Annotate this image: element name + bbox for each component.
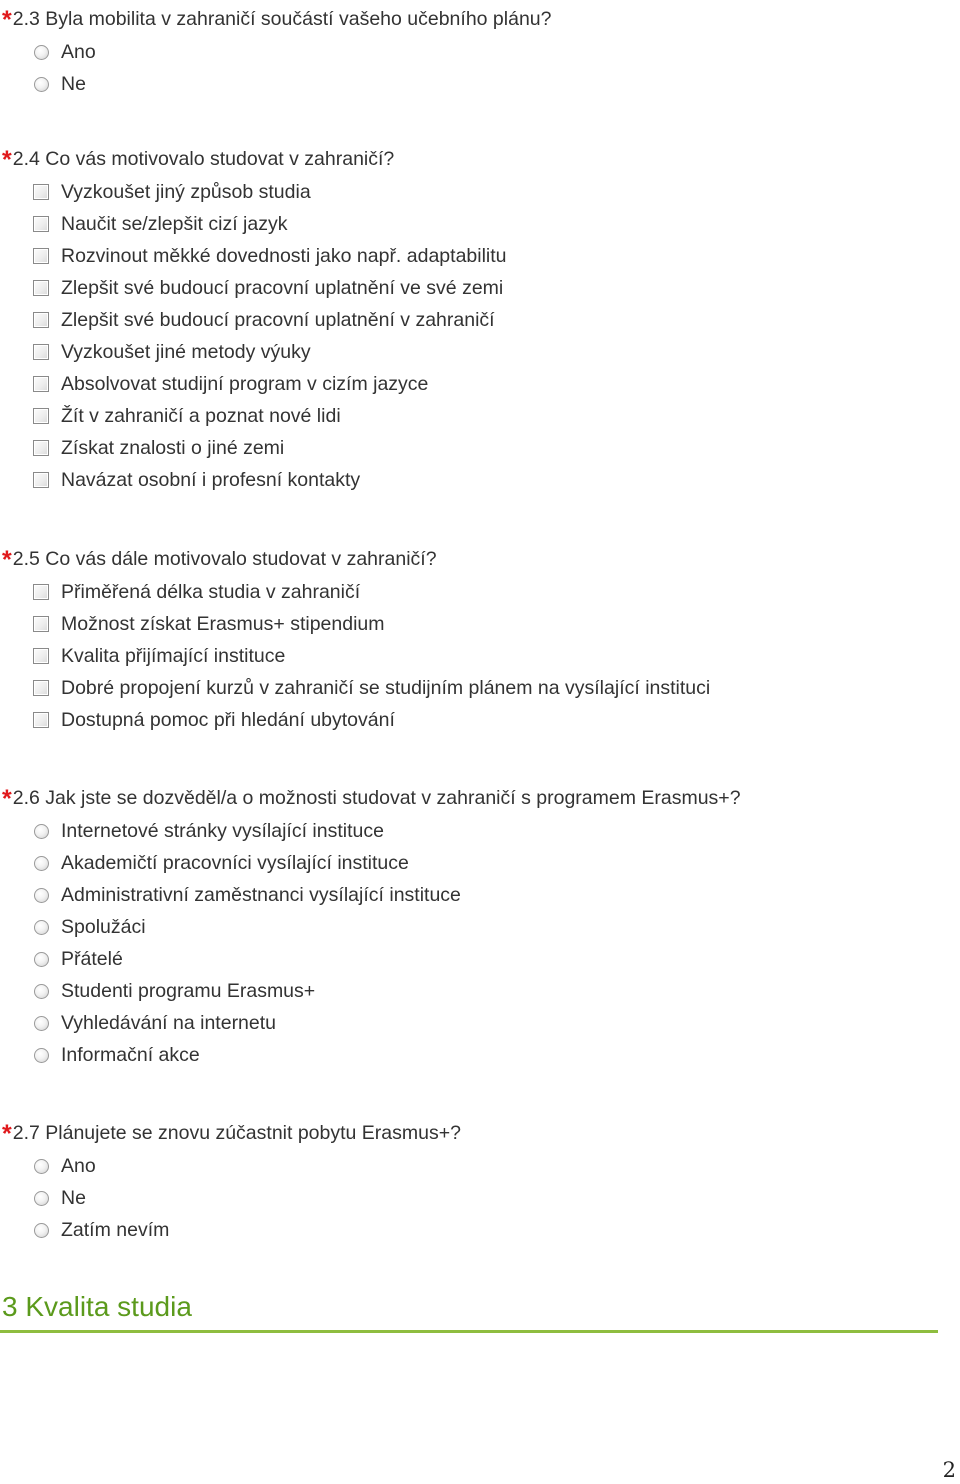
question-title: [2, 546, 932, 576]
option-item[interactable]: [2, 208, 932, 240]
option-label: Vyzkoušet jiný způsob studia: [61, 180, 311, 203]
checkbox[interactable]: [33, 216, 49, 232]
option-ano[interactable]: [2, 36, 932, 68]
option-item[interactable]: [2, 1214, 932, 1246]
option-label: Zlepšit své budoucí pracovní uplatnění ve své zemi: [61, 276, 504, 299]
option-item[interactable]: [2, 1039, 932, 1071]
option-item[interactable]: [2, 304, 932, 336]
checkbox[interactable]: [33, 440, 49, 456]
question-2-3: [2, 6, 932, 100]
option-label: Akademičtí pracovníci vysílající instituce: [61, 851, 409, 874]
option-ne[interactable]: [2, 68, 932, 100]
question-text: Plánujete se znovu zúčastnit pobytu Erasmus+?: [45, 1122, 461, 1144]
radio-button[interactable]: [34, 77, 49, 92]
checkbox[interactable]: [33, 280, 49, 296]
checkbox[interactable]: [33, 472, 49, 488]
question-number: 2.6: [12, 787, 40, 809]
option-label: Dobré propojení kurzů v zahraničí se studijním plánem na vysílající instituci: [61, 676, 711, 699]
radio-button[interactable]: [34, 984, 49, 999]
radio-button[interactable]: [34, 1191, 49, 1206]
radio-button[interactable]: [34, 856, 49, 871]
question-number: 2.3: [12, 8, 40, 30]
question-text: Co vás motivovalo studovat v zahraničí?: [45, 148, 395, 170]
section-divider: [0, 1330, 938, 1333]
radio-button[interactable]: [34, 1159, 49, 1174]
checkbox[interactable]: [33, 680, 49, 696]
question-number: 2.7: [12, 1122, 40, 1144]
option-label: Studenti programu Erasmus+: [61, 979, 316, 1002]
checkbox[interactable]: [33, 712, 49, 728]
option-label: Navázat osobní i profesní kontakty: [61, 468, 361, 491]
question-title: [2, 785, 932, 815]
option-label: Zatím nevím: [61, 1218, 170, 1241]
question-text: Byla mobilita v zahraničí součástí vašeho učebního plánu?: [45, 8, 552, 30]
option-label: Naučit se/zlepšit cizí jazyk: [61, 212, 288, 235]
checkbox[interactable]: [33, 376, 49, 392]
section-heading: 3 Kvalita studia: [2, 1291, 192, 1322]
checkbox[interactable]: [33, 312, 49, 328]
required-marker: *: [2, 546, 12, 574]
radio-button[interactable]: [34, 45, 49, 60]
required-marker: *: [2, 6, 12, 34]
option-label: Rozvinout měkké dovednosti jako např. adaptabilitu: [61, 244, 507, 267]
option-label: Dostupná pomoc při hledání ubytování: [61, 708, 395, 731]
option-item[interactable]: [2, 672, 932, 704]
option-label: Informační akce: [61, 1043, 200, 1066]
option-label: Možnost získat Erasmus+ stipendium: [61, 612, 385, 635]
option-item[interactable]: [2, 400, 932, 432]
option-item[interactable]: [2, 464, 932, 496]
option-item[interactable]: [2, 640, 932, 672]
radio-button[interactable]: [34, 824, 49, 839]
option-item[interactable]: [2, 1007, 932, 1039]
question-number: 2.4: [12, 148, 40, 170]
option-item[interactable]: [2, 336, 932, 368]
radio-button[interactable]: [34, 888, 49, 903]
option-item[interactable]: [2, 608, 932, 640]
page-number: 2: [942, 1458, 956, 1482]
option-item[interactable]: [2, 815, 932, 847]
option-item[interactable]: [2, 240, 932, 272]
checkbox[interactable]: [33, 616, 49, 632]
option-item[interactable]: [2, 368, 932, 400]
required-marker: *: [2, 146, 12, 174]
option-label: Administrativní zaměstnanci vysílající instituce: [61, 883, 461, 906]
option-label: Zlepšit své budoucí pracovní uplatnění v zahraničí: [61, 308, 495, 331]
option-label: Přiměřená délka studia v zahraničí: [61, 580, 361, 603]
option-label: Vyzkoušet jiné metody výuky: [61, 340, 311, 363]
option-label: Absolvovat studijní program v cizím jazyce: [61, 372, 429, 395]
option-label: Žít v zahraničí a poznat nové lidi: [61, 404, 341, 427]
radio-button[interactable]: [34, 1016, 49, 1031]
question-title: [2, 6, 932, 36]
option-label: Internetové stránky vysílající instituce: [61, 819, 384, 842]
option-label: Ne: [61, 1186, 86, 1209]
required-marker: *: [2, 785, 12, 813]
required-marker: *: [2, 1120, 12, 1148]
radio-button[interactable]: [34, 1048, 49, 1063]
question-title: [2, 146, 932, 176]
checkbox[interactable]: [33, 184, 49, 200]
option-label: Ano: [61, 40, 96, 63]
question-2-5: [2, 546, 932, 736]
question-text: Co vás dále motivovalo studovat v zahraničí?: [45, 548, 437, 570]
question-2-4: [2, 146, 932, 496]
question-2-7: [2, 1120, 932, 1246]
checkbox[interactable]: [33, 584, 49, 600]
option-item[interactable]: [2, 879, 932, 911]
checkbox[interactable]: [33, 248, 49, 264]
option-item[interactable]: [2, 975, 932, 1007]
option-item[interactable]: [2, 704, 932, 736]
option-item[interactable]: [2, 432, 932, 464]
question-text: Jak jste se dozvěděl/a o možnosti studovat v zahraničí s programem Erasmus+?: [45, 787, 741, 809]
question-2-6: [2, 785, 932, 1071]
checkbox[interactable]: [33, 648, 49, 664]
option-label: Ne: [61, 72, 86, 95]
option-label: Spolužáci: [61, 915, 146, 938]
option-label: Získat znalosti o jiné zemi: [61, 436, 285, 459]
option-label: Kvalita přijímající instituce: [61, 644, 286, 667]
radio-button[interactable]: [34, 920, 49, 935]
question-number: 2.5: [12, 548, 40, 570]
radio-button[interactable]: [34, 952, 49, 967]
checkbox[interactable]: [33, 344, 49, 360]
radio-button[interactable]: [34, 1223, 49, 1238]
option-label: Ano: [61, 1154, 96, 1177]
option-item[interactable]: [2, 847, 932, 879]
option-label: Vyhledávání na internetu: [61, 1011, 277, 1034]
option-item[interactable]: [2, 1150, 932, 1182]
option-item[interactable]: [2, 576, 932, 608]
option-item[interactable]: [2, 943, 932, 975]
option-item[interactable]: [2, 272, 932, 304]
option-item[interactable]: [2, 1182, 932, 1214]
option-item[interactable]: [2, 911, 932, 943]
question-title: [2, 1120, 932, 1150]
option-label: Přátelé: [61, 947, 123, 970]
option-item[interactable]: [2, 176, 932, 208]
checkbox[interactable]: [33, 408, 49, 424]
